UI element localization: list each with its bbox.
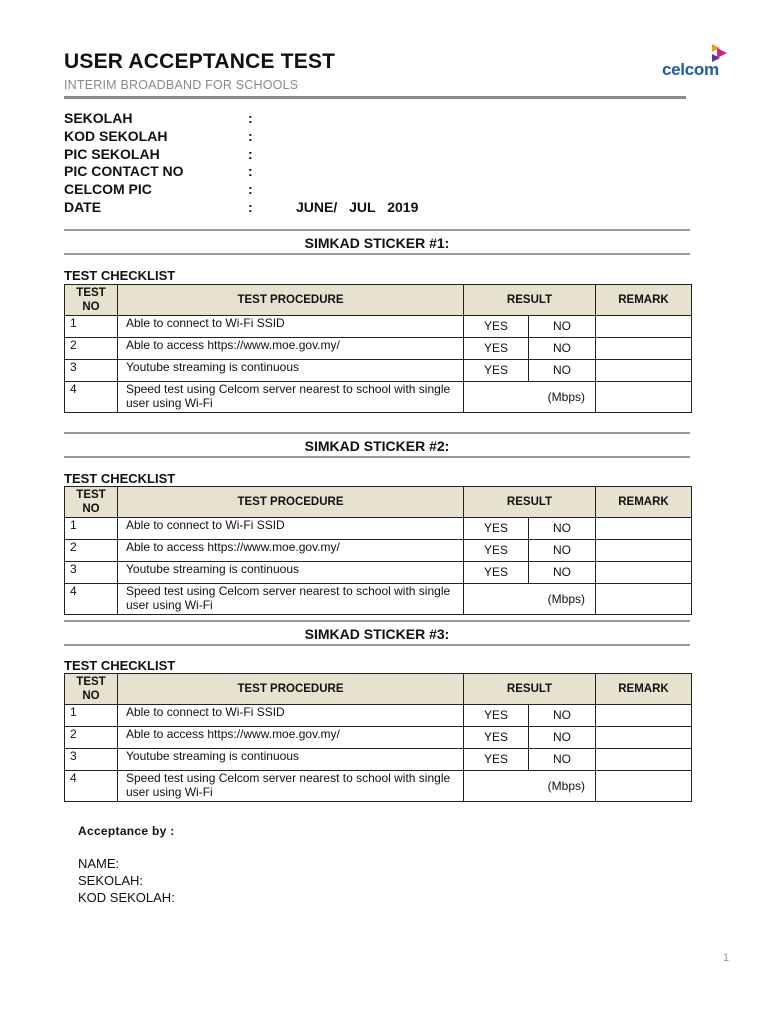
table-header-row bbox=[65, 285, 692, 316]
page-number: 1 bbox=[723, 952, 730, 964]
celcom-logo-text: celcom bbox=[662, 60, 719, 79]
sticker-title: SIMKAD STICKER #3: bbox=[304, 626, 450, 642]
sticker-title: SIMKAD STICKER #1: bbox=[304, 235, 450, 251]
test-procedure-cell: Youtube streaming is continuous bbox=[118, 360, 464, 382]
acceptance-label: Acceptance by : bbox=[78, 824, 175, 838]
table-row bbox=[65, 584, 692, 615]
speed-result-cell[interactable]: (Mbps) bbox=[464, 382, 596, 413]
test-procedure-cell: Able to access https://www.moe.gov.my/ bbox=[118, 727, 464, 749]
info-row-celcom-pic bbox=[64, 181, 524, 199]
test-procedure-cell: Speed test using Celcom server nearest to school with single user using Wi-Fi bbox=[118, 771, 464, 802]
remark-cell[interactable] bbox=[596, 749, 692, 771]
test-no-cell: 4 bbox=[65, 382, 118, 413]
result-yes-option[interactable]: YES bbox=[464, 749, 529, 771]
info-colon: : bbox=[248, 163, 253, 179]
header-test-procedure: TEST PROCEDURE bbox=[118, 674, 464, 705]
test-checklist-table bbox=[64, 486, 692, 615]
info-label: CELCOM PIC bbox=[64, 181, 152, 197]
table-row bbox=[65, 360, 692, 382]
result-no-option[interactable]: NO bbox=[529, 316, 596, 338]
header-result: RESULT bbox=[464, 674, 596, 705]
test-procedure-cell: Able to access https://www.moe.gov.my/ bbox=[118, 338, 464, 360]
checklist-title: TEST CHECKLIST bbox=[64, 268, 176, 283]
acceptance-kod-sekolah-field[interactable]: KOD SEKOLAH: bbox=[78, 890, 175, 905]
table-row bbox=[65, 749, 692, 771]
checklist-title: TEST CHECKLIST bbox=[64, 471, 176, 486]
test-no-cell: 3 bbox=[65, 360, 118, 382]
header-test-no: TEST NO bbox=[65, 285, 118, 316]
info-colon: : bbox=[248, 181, 253, 197]
speed-result-cell[interactable]: (Mbps) bbox=[464, 771, 596, 802]
header-remark: REMARK bbox=[596, 674, 692, 705]
info-row-pic-contact-no bbox=[64, 163, 524, 181]
info-label: PIC SEKOLAH bbox=[64, 146, 160, 162]
test-no-cell: 3 bbox=[65, 749, 118, 771]
header-test-procedure: TEST PROCEDURE bbox=[118, 487, 464, 518]
remark-cell[interactable] bbox=[596, 518, 692, 540]
remark-cell[interactable] bbox=[596, 382, 692, 413]
remark-cell[interactable] bbox=[596, 562, 692, 584]
result-no-option[interactable]: NO bbox=[529, 338, 596, 360]
info-value[interactable]: JUNE/ JUL 2019 bbox=[296, 199, 419, 215]
header-test-no: TEST NO bbox=[65, 487, 118, 518]
info-row-pic-sekolah bbox=[64, 146, 524, 164]
table-header-row bbox=[65, 487, 692, 518]
test-no-cell: 1 bbox=[65, 705, 118, 727]
test-checklist-table bbox=[64, 673, 692, 802]
header-remark: REMARK bbox=[596, 285, 692, 316]
info-colon: : bbox=[248, 110, 253, 126]
result-yes-option[interactable]: YES bbox=[464, 705, 529, 727]
acceptance-sekolah-field[interactable]: SEKOLAH: bbox=[78, 873, 144, 888]
sticker-title: SIMKAD STICKER #2: bbox=[304, 438, 450, 454]
result-yes-option[interactable]: YES bbox=[464, 338, 529, 360]
test-procedure-cell: Able to access https://www.moe.gov.my/ bbox=[118, 540, 464, 562]
section-divider bbox=[64, 644, 690, 646]
result-yes-option[interactable]: YES bbox=[464, 727, 529, 749]
info-colon: : bbox=[248, 199, 253, 215]
info-row-date bbox=[64, 199, 524, 217]
result-no-option[interactable]: NO bbox=[529, 540, 596, 562]
header-result: RESULT bbox=[464, 487, 596, 518]
header-result: RESULT bbox=[464, 285, 596, 316]
result-yes-option[interactable]: YES bbox=[464, 540, 529, 562]
remark-cell[interactable] bbox=[596, 727, 692, 749]
header-test-no: TEST NO bbox=[65, 674, 118, 705]
document-subtitle: INTERIM BROADBAND FOR SCHOOLS bbox=[64, 78, 299, 92]
table-row bbox=[65, 727, 692, 749]
test-checklist-table bbox=[64, 284, 692, 413]
test-procedure-cell: Able to connect to Wi-Fi SSID bbox=[118, 316, 464, 338]
test-no-cell: 1 bbox=[65, 316, 118, 338]
section-divider bbox=[64, 620, 690, 622]
test-procedure-cell: Able to connect to Wi-Fi SSID bbox=[118, 705, 464, 727]
remark-cell[interactable] bbox=[596, 338, 692, 360]
info-label: SEKOLAH bbox=[64, 110, 133, 126]
result-yes-option[interactable]: YES bbox=[464, 316, 529, 338]
remark-cell[interactable] bbox=[596, 705, 692, 727]
test-procedure-cell: Youtube streaming is continuous bbox=[118, 562, 464, 584]
test-no-cell: 4 bbox=[65, 584, 118, 615]
document-title: USER ACCEPTANCE TEST bbox=[64, 50, 336, 73]
info-row-sekolah bbox=[64, 110, 524, 128]
table-row bbox=[65, 562, 692, 584]
header-divider bbox=[64, 96, 686, 99]
table-row bbox=[65, 518, 692, 540]
header-remark: REMARK bbox=[596, 487, 692, 518]
test-no-cell: 1 bbox=[65, 518, 118, 540]
remark-cell[interactable] bbox=[596, 771, 692, 802]
result-yes-option[interactable]: YES bbox=[464, 518, 529, 540]
result-no-option[interactable]: NO bbox=[529, 360, 596, 382]
test-no-cell: 2 bbox=[65, 727, 118, 749]
result-no-option[interactable]: NO bbox=[529, 518, 596, 540]
result-no-option[interactable]: NO bbox=[529, 705, 596, 727]
section-divider bbox=[64, 229, 690, 231]
test-no-cell: 2 bbox=[65, 540, 118, 562]
section-divider bbox=[64, 432, 690, 434]
table-row bbox=[65, 338, 692, 360]
result-no-option[interactable]: NO bbox=[529, 727, 596, 749]
result-yes-option[interactable]: YES bbox=[464, 360, 529, 382]
celcom-logo bbox=[660, 44, 732, 84]
test-procedure-cell: Speed test using Celcom server nearest to school with single user using Wi-Fi bbox=[118, 584, 464, 615]
result-no-option[interactable]: NO bbox=[529, 562, 596, 584]
test-no-cell: 4 bbox=[65, 771, 118, 802]
remark-cell[interactable] bbox=[596, 540, 692, 562]
table-row bbox=[65, 316, 692, 338]
acceptance-name-field[interactable]: NAME: bbox=[78, 856, 120, 871]
info-colon: : bbox=[248, 128, 253, 144]
info-label: KOD SEKOLAH bbox=[64, 128, 168, 144]
info-row-kod-sekolah bbox=[64, 128, 524, 146]
header-test-procedure: TEST PROCEDURE bbox=[118, 285, 464, 316]
test-procedure-cell: Youtube streaming is continuous bbox=[118, 749, 464, 771]
info-label: PIC CONTACT NO bbox=[64, 163, 184, 179]
info-label: DATE bbox=[64, 199, 102, 215]
result-yes-option[interactable]: YES bbox=[464, 562, 529, 584]
remark-cell[interactable] bbox=[596, 360, 692, 382]
result-no-option[interactable]: NO bbox=[529, 749, 596, 771]
table-row bbox=[65, 540, 692, 562]
speed-result-cell[interactable]: (Mbps) bbox=[464, 584, 596, 615]
test-no-cell: 3 bbox=[65, 562, 118, 584]
table-header-row bbox=[65, 674, 692, 705]
checklist-title: TEST CHECKLIST bbox=[64, 658, 176, 673]
remark-cell[interactable] bbox=[596, 584, 692, 615]
test-procedure-cell: Able to connect to Wi-Fi SSID bbox=[118, 518, 464, 540]
test-procedure-cell: Speed test using Celcom server nearest to school with single user using Wi-Fi bbox=[118, 382, 464, 413]
section-divider bbox=[64, 456, 690, 458]
table-row bbox=[65, 771, 692, 802]
remark-cell[interactable] bbox=[596, 316, 692, 338]
section-divider bbox=[64, 253, 690, 255]
info-colon: : bbox=[248, 146, 253, 162]
table-row bbox=[65, 705, 692, 727]
table-row bbox=[65, 382, 692, 413]
test-no-cell: 2 bbox=[65, 338, 118, 360]
